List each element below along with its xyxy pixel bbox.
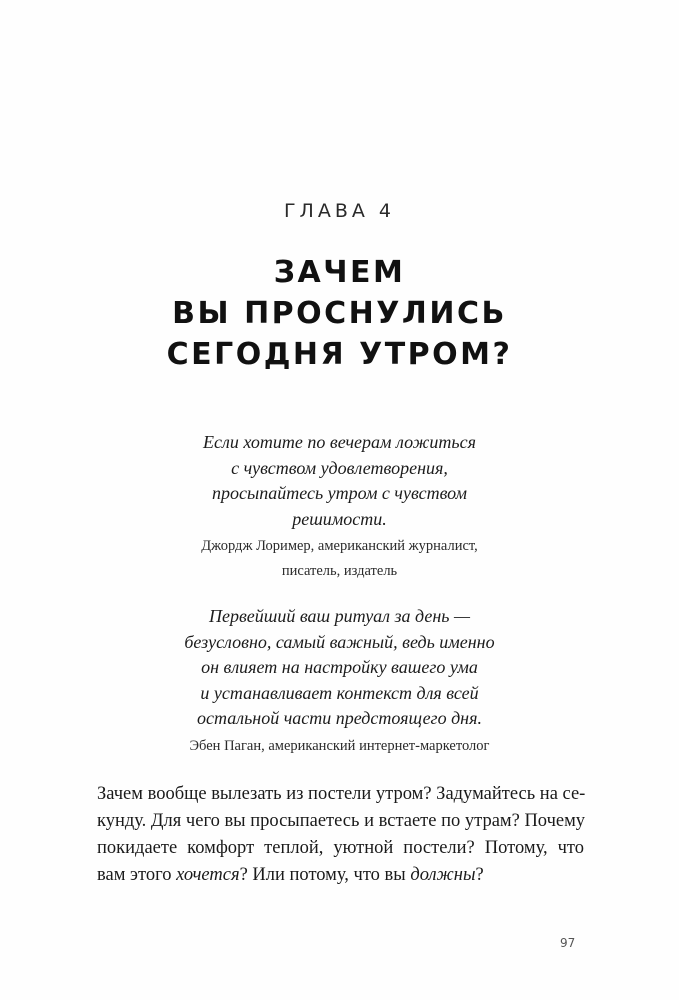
quote-line: и устанавливает контекст для всей bbox=[200, 682, 479, 703]
chapter-title-line: ВЫ ПРОСНУЛИСЬ bbox=[172, 296, 507, 331]
epigraph bbox=[0, 604, 679, 759]
quote-line: Если хотите по вечерам ложиться bbox=[203, 432, 476, 452]
body-line: кунду. Для чего вы просыпаетесь и встаете по утрам? Почему bbox=[97, 811, 586, 831]
body-paragraph bbox=[97, 781, 584, 889]
chapter-title bbox=[0, 252, 679, 375]
quote-line: Первейший ваш ритуал за день — bbox=[208, 606, 470, 626]
epigraph-quote bbox=[0, 604, 679, 732]
epigraph bbox=[0, 430, 679, 584]
chapter-label: ГЛАВА 4 bbox=[283, 200, 396, 222]
body-text-segment: вам этого bbox=[97, 865, 177, 885]
quote-line: остальной части предстоящего дня. bbox=[197, 708, 482, 728]
quote-line: с чувством удовлетворения, bbox=[231, 457, 448, 478]
page-number: 97 bbox=[560, 936, 576, 950]
chapter-title-line: СЕГОДНЯ УТРОМ? bbox=[166, 337, 513, 372]
body-line: покидаете комфорт теплой, уютной постели? Потому, что bbox=[97, 838, 584, 858]
epigraph-attribution bbox=[0, 734, 679, 759]
quote-line: безусловно, самый важный, ведь именно bbox=[184, 631, 495, 652]
quote-line: просыпайтесь утром с чувством bbox=[212, 483, 467, 503]
emphasis-text: должны bbox=[410, 865, 476, 885]
body-line: Зачем вообще вылезать из постели утром? Задумайтесь на се- bbox=[97, 784, 586, 804]
emphasis-text: хочется bbox=[176, 865, 240, 885]
attribution-line: писатель, издатель bbox=[281, 563, 398, 579]
chapter-title-line: ЗАЧЕМ bbox=[273, 255, 406, 290]
body-text-segment: ? Или потому, что вы bbox=[239, 865, 411, 885]
attribution-line: Джордж Лоример, американский журналист, bbox=[201, 538, 478, 554]
epigraph-attribution bbox=[0, 534, 679, 584]
body-text-segment: ? bbox=[475, 865, 484, 885]
quote-line: он влияет на настройку вашего ума bbox=[201, 657, 478, 677]
attribution-line: Эбен Паган, американский интернет-маркетолог bbox=[189, 737, 490, 754]
epigraph-quote bbox=[0, 430, 679, 532]
quote-line: решимости. bbox=[292, 508, 387, 529]
body-line bbox=[97, 862, 584, 889]
